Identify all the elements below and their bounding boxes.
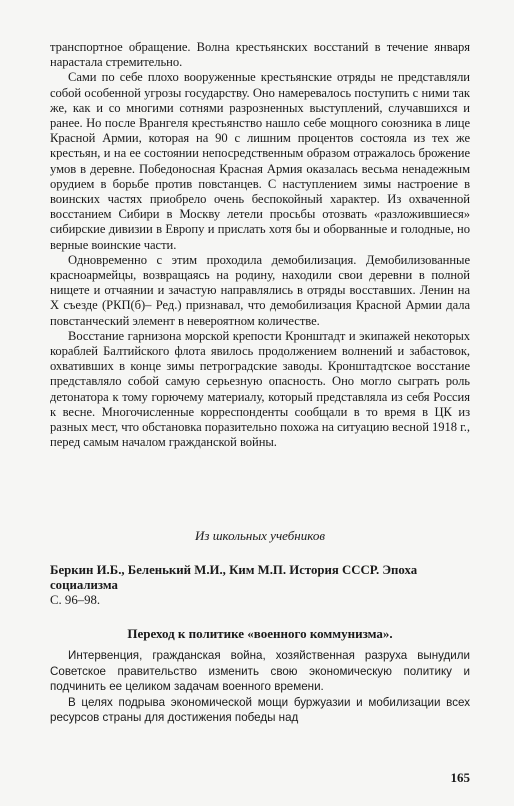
bibliographic-reference <box>50 563 470 608</box>
paragraph-1: транспортное обращение. Волна крестьянских восстаний в течение января нарастала стремительно. <box>50 40 470 70</box>
paragraph-2: Сами по себе плохо вооруженные крестьянские отряды не представляли собой особенной угрозы государству. Оно намеревалось поступить с ними так же, как и со многими сотнями разрозненных выступлений, случавшихся и ранее. Но после Врангеля крестьянство нашло себе мощного союзника в лице Красной Армии, которая на 90 с лишним процентов состояла из тех же крестьян, и на ее состоянии непосредственным образом отражалось брожение умов в деревне. Победоносная Красная Армия оказалась весьма ненадежным орудием в борьбе против повстанцев. С наступлением зимы настроение в воинских частях приобрело очень беспокойный характер. Из охваченной восстанием Сибири в Москву летели просьбы отозвать «разложившиеся» сибирские дивизии в Европу и прислать хотя бы и оборванные и голодные, но верные воинские части. <box>50 70 470 252</box>
source-caption: Из школьных учебников <box>195 528 325 543</box>
paragraph-3: Одновременно с этим проходила демобилизация. Демобилизованные красноармейцы, возвращаясь на родину, находили свои деревни в полной нищете и отчаянии и зачастую направлялись в отряды восставших. Ленин на X съезде (РКП(б)– Ред.) признавал, что демобилизация Красной Армии дала повстанческий элемент в невероятном количестве. <box>50 252 470 328</box>
section-title: Переход к политике «военного коммунизма». <box>127 626 393 641</box>
section-paragraph-1: Интервенция, гражданская война, хозяйственная разруха вынудили Советское правительство изменить свою экономическую политику и подчинить ее целиком задачам военного времени. <box>50 649 470 694</box>
reference-pages: С. 96–98. <box>50 593 101 607</box>
section-body <box>50 648 470 726</box>
page-number: 165 <box>450 770 470 785</box>
section-paragraph-2: В целях подрыва экономической мощи буржуазии и мобилизации всех ресурсов страны для достижения победы над <box>50 695 470 725</box>
paragraph-4: Восстание гарнизона морской крепости Кронштадт и экипажей некоторых кораблей Балтийского флота явилось продолжением волнений и забастовок, охвативших в конце зимы петроградские заводы. Кронштадтское восстание представляло собой самую серьезную опасность. Оно могло сыграть роль детонатора к тому горючему материалу, который представляла из себя Россия к весне. Многочисленные корреспонденты сообщали в то время в ЦК из разных мест, что обстановка поразительно похожа на ситуацию весной 1918 г., перед самым началом гражданской войны. <box>50 328 470 450</box>
reference-authors-title: Беркин И.Б., Беленький М.И., Ким М.П. История СССР. Эпоха социализма <box>50 563 418 592</box>
article-body <box>50 40 470 450</box>
